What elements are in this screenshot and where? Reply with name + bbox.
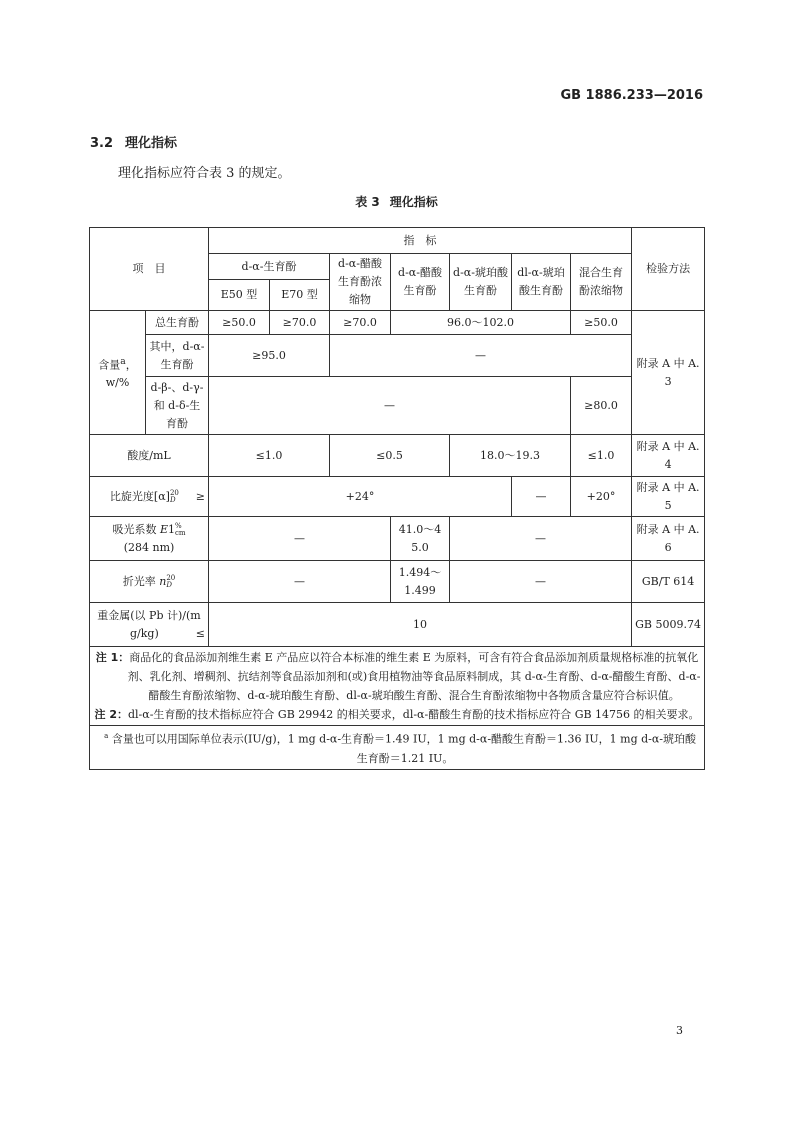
content-alpha-row <box>90 335 705 377</box>
acidity-label: 酸度/mL <box>90 435 209 477</box>
rotation-v2: +20° <box>571 477 632 517</box>
notes-row <box>90 647 705 726</box>
refraction-dash-1: — <box>209 561 391 603</box>
col-dl-succinate: dl-α-琥珀酸生育酚 <box>512 254 571 311</box>
item-header: 项 目 <box>90 228 209 311</box>
refraction-value: 1.494～1.499 <box>391 561 450 603</box>
heavy-metal-method: GB 5009.74 <box>632 603 705 647</box>
col-e50: E50 型 <box>209 280 270 311</box>
content-method: 附录 A 中 A.3 <box>632 311 705 435</box>
method-header: 检验方法 <box>632 228 705 311</box>
standard-number: GB 1886.233—2016 <box>560 88 703 103</box>
col-acetate-concentrate: d-α-醋酸生育酚浓缩物 <box>330 254 391 311</box>
absorbance-row <box>90 517 705 561</box>
footnote-row <box>90 726 705 770</box>
rotation-label: 比旋光度[α]20 D ≥ <box>90 477 209 517</box>
col-e70: E70 型 <box>270 280 330 311</box>
acidity-v1: ≤1.0 <box>209 435 330 477</box>
table-footnote <box>90 726 705 770</box>
absorbance-dash-2: — <box>450 517 632 561</box>
table-notes <box>90 647 705 726</box>
other-tocopherols-label: d-β-、d-γ-和 d-δ-生育酚 <box>146 377 209 435</box>
indicator-header: 指 标 <box>209 228 632 254</box>
refraction-label: 折光率 n20 D <box>90 561 209 603</box>
header-row-1 <box>90 228 705 254</box>
absorbance-label: 吸光系数 E1% cm (284 nm) <box>90 517 209 561</box>
section-number: 3.2 <box>90 136 114 151</box>
total-middle-value: 96.0～102.0 <box>391 311 571 335</box>
rotation-method: 附录 A 中 A.5 <box>632 477 705 517</box>
footnote-a: $^a$ 含量也可以用国际单位表示(IU/g)，1 mg d-α-生育酚＝1.49 IU，1 mg d-α-醋酸生育酚＝1.36 IU，1 mg d-α-琥珀酸生育酚＝1.21 IU。 <box>104 732 697 765</box>
page-number: 3 <box>676 1024 683 1037</box>
other-dash: — <box>209 377 571 435</box>
heavy-metal-value: 10 <box>209 603 632 647</box>
col-mixed-concentrate: 混合生育酚浓缩物 <box>571 254 632 311</box>
acidity-v2: ≤0.5 <box>330 435 450 477</box>
note-2: 注 2：dl-α-生育酚的技术指标应符合 GB 29942 的相关要求，dl-α-醋酸生育酚的技术指标应符合 GB 14756 的相关要求。 <box>94 708 700 721</box>
absorbance-dash-1: — <box>209 517 391 561</box>
section-intro: 理化指标应符合表 3 的规定。 <box>118 166 291 181</box>
content-total-row <box>90 311 705 335</box>
col-d-alpha-tocopherol: d-α-生育酚 <box>209 254 330 280</box>
refraction-row <box>90 561 705 603</box>
col-succinate: d-α-琥珀酸生育酚 <box>450 254 512 311</box>
table-title: 理化指标 <box>389 195 438 209</box>
acidity-method: 附录 A 中 A.4 <box>632 435 705 477</box>
heavy-metal-row <box>90 603 705 647</box>
section-title: 理化指标 <box>125 136 178 151</box>
other-mixed-value: ≥80.0 <box>571 377 632 435</box>
rotation-row <box>90 477 705 517</box>
alpha-value: ≥95.0 <box>209 335 330 377</box>
table-number: 表 3 <box>355 195 380 209</box>
rotation-v1: +24° <box>209 477 512 517</box>
acidity-v4: ≤1.0 <box>571 435 632 477</box>
absorbance-method: 附录 A 中 A.6 <box>632 517 705 561</box>
heavy-metal-label: 重金属(以 Pb 计)/(mg/kg) ≤ <box>90 603 209 647</box>
content-label: 含量$^a$，w/% <box>90 311 146 435</box>
section-heading <box>90 132 177 151</box>
table-caption <box>0 193 793 210</box>
total-e70-value: ≥70.0 <box>270 311 330 335</box>
rotation-dash: — <box>512 477 571 517</box>
total-mixed-value: ≥50.0 <box>571 311 632 335</box>
alpha-label: 其中，d-α-生育酚 <box>146 335 209 377</box>
note-1: 注 1：商品化的食品添加剂维生素 E 产品应以符合本标准的维生素 E 为原料，可含有符合食品添加剂质量规格标准的抗氧化剂、乳化剂、增稠剂、抗结剂等食品添加剂和(或)食用植物油等食品原料制成，其 d-α-生育酚、d-α-醋酸生育酚、d-α-醋酸生育酚浓缩物、d-α-琥珀酸生育酚、dl-α-琥珀酸生育酚、混合生育酚浓缩物中各物质含量应符合标识值。 <box>95 651 701 702</box>
absorbance-value: 41.0～45.0 <box>391 517 450 561</box>
total-tocopherol-label: 总生育酚 <box>146 311 209 335</box>
refraction-method: GB/T 614 <box>632 561 705 603</box>
col-acetate: d-α-醋酸生育酚 <box>391 254 450 311</box>
spec-table <box>89 227 705 770</box>
alpha-rest: — <box>330 335 632 377</box>
refraction-dash-2: — <box>450 561 632 603</box>
acidity-v3: 18.0～19.3 <box>450 435 571 477</box>
total-acetate-concentrate-value: ≥70.0 <box>330 311 391 335</box>
total-e50-value: ≥50.0 <box>209 311 270 335</box>
acidity-row <box>90 435 705 477</box>
content-other-row <box>90 377 705 435</box>
